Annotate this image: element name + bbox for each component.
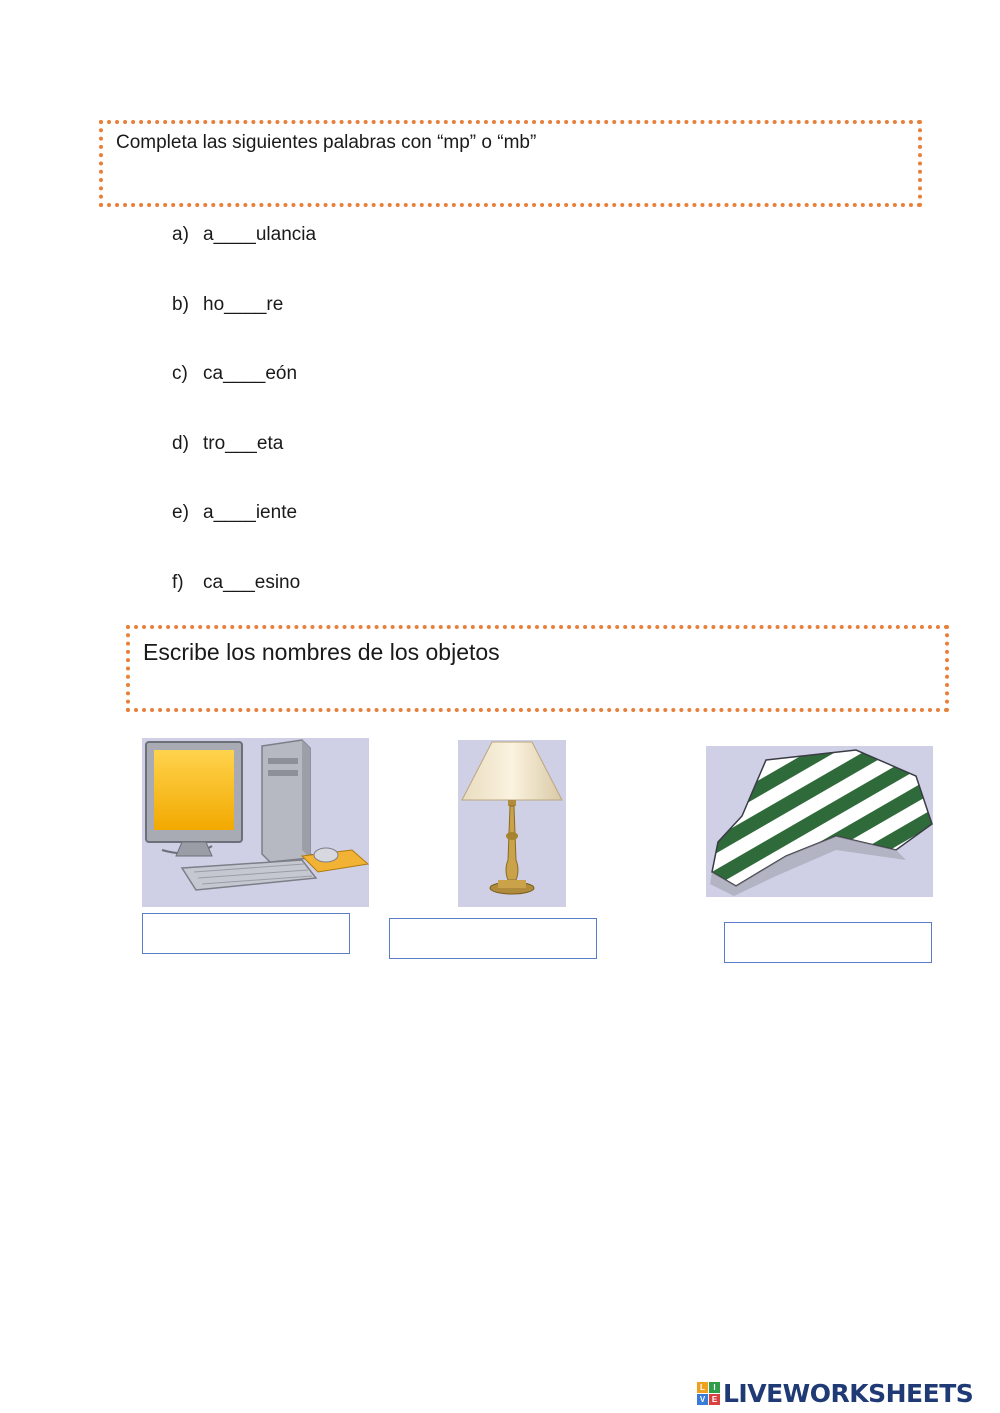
word-text: ho____re [203, 293, 284, 315]
word-text: tro___eta [203, 432, 284, 454]
list-item [172, 224, 316, 294]
lamp-icon [458, 740, 566, 907]
list-letter: e) [172, 502, 189, 524]
instruction-box-2 [126, 625, 949, 712]
word-text: a____ulancia [203, 224, 317, 245]
list-item [172, 502, 316, 572]
list-letter: b) [172, 293, 189, 315]
answer-field-2[interactable] [389, 918, 597, 959]
list-item [172, 294, 316, 364]
word-list [172, 224, 316, 642]
word-text: a____iente [203, 502, 298, 524]
instruction-text-1: Completa las siguientes palabras con “mp” o “mb” [116, 132, 537, 153]
computer-icon [142, 738, 369, 907]
liveworksheets-logo-icon: L I V E [697, 1382, 720, 1405]
list-letter: d) [172, 432, 189, 454]
word-text: ca___esino [203, 571, 301, 593]
list-item [172, 363, 316, 433]
brand-name: LIVEWORKSHEETS [723, 1378, 974, 1408]
instruction-text-2: Escribe los nombres de los objetos [143, 639, 500, 665]
list-item [172, 433, 316, 503]
list-letter: a) [172, 224, 189, 245]
instruction-box-1 [99, 120, 922, 207]
brand-logo [697, 1377, 973, 1409]
list-letter: f) [172, 571, 184, 593]
word-text: ca____eón [203, 363, 298, 385]
list-letter: c) [172, 363, 188, 385]
answer-field-1[interactable] [142, 913, 350, 954]
answer-field-3[interactable] [724, 922, 932, 963]
hat-icon [706, 746, 933, 897]
